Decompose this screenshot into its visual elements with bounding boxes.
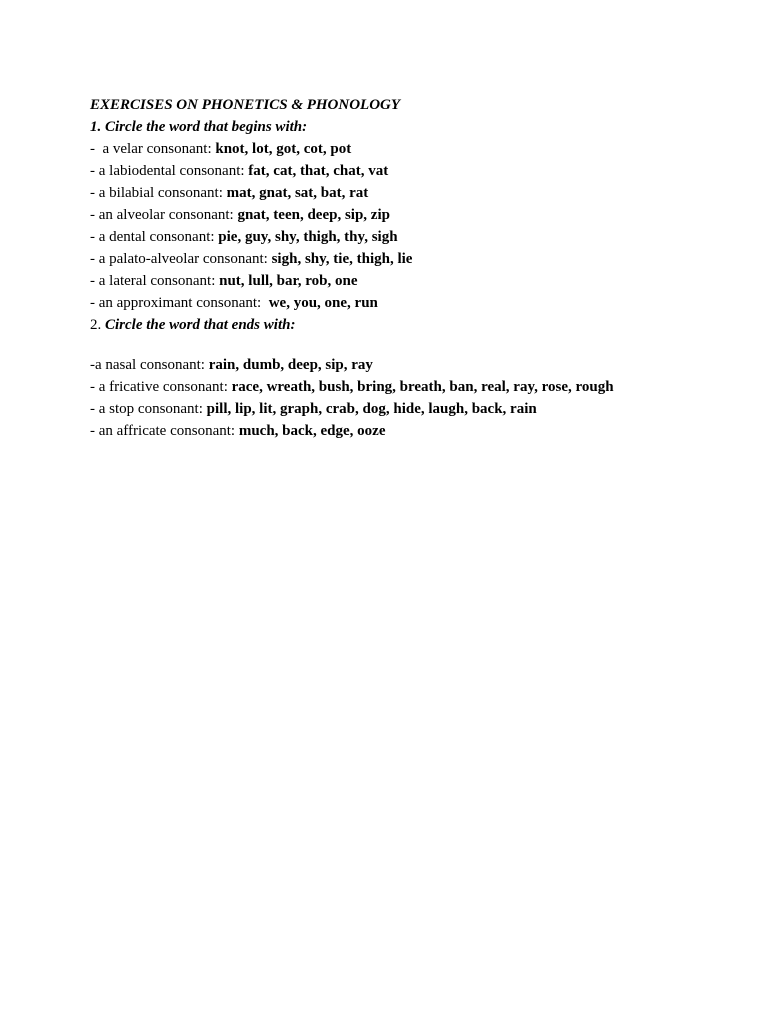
item-label: - an alveolar consonant: [90, 207, 238, 223]
item-label: - a stop consonant: [90, 401, 207, 417]
item-words: nut, lull, bar, rob, one [219, 273, 358, 289]
exercise-item [90, 398, 730, 420]
item-label: - a lateral consonant: [90, 273, 220, 289]
section1-heading: 1. Circle the word that begins with: [90, 119, 308, 135]
exercise-item [90, 204, 730, 226]
item-words: gnat, teen, deep, sip, zip [237, 207, 390, 223]
exercise-item [90, 182, 730, 204]
exercise-item [90, 270, 730, 292]
exercise-item [90, 354, 730, 376]
item-words: knot, lot, got, cot, pot [215, 141, 352, 157]
item-label: - a velar consonant: [90, 141, 216, 157]
item-label: - a dental consonant: [90, 229, 219, 245]
item-label: - a palato-alveolar consonant: [90, 251, 272, 267]
item-label: -a nasal consonant: [90, 357, 209, 373]
section2-heading-line [90, 314, 730, 336]
section2-heading: Circle the word that ends with: [105, 317, 296, 333]
document-content [90, 94, 730, 442]
exercise-item [90, 160, 730, 182]
exercise-item [90, 420, 730, 442]
item-words: fat, cat, that, chat, vat [248, 163, 389, 179]
item-words: much, back, edge, ooze [238, 423, 386, 439]
item-label: - an approximant consonant: [90, 295, 269, 311]
item-words: pie, guy, shy, thigh, thy, sigh [218, 229, 398, 245]
item-words: rain, dumb, deep, sip, ray [208, 357, 373, 373]
item-words: race, wreath, bush, bring, breath, ban, real, ray, rose, rough [231, 379, 614, 395]
item-label: - a labiodental consonant: [90, 163, 249, 179]
document-title: EXERCISES ON PHONETICS & PHONOLOGY [90, 97, 401, 113]
item-words: sigh, shy, tie, thigh, lie [271, 251, 413, 267]
exercise-item [90, 138, 730, 160]
item-label: - a bilabial consonant: [90, 185, 227, 201]
section2-number: 2. [90, 317, 105, 333]
exercise-item [90, 292, 730, 314]
exercise-item [90, 376, 730, 398]
item-words: pill, lip, lit, graph, crab, dog, hide, laugh, back, rain [206, 401, 537, 417]
blank-line [90, 336, 730, 354]
item-words: mat, gnat, sat, bat, rat [226, 185, 369, 201]
item-words: we, you, one, run [268, 295, 378, 311]
item-label: - an affricate consonant: [90, 423, 239, 439]
exercise-item [90, 248, 730, 270]
exercise-item [90, 226, 730, 248]
item-label: - a fricative consonant: [90, 379, 232, 395]
